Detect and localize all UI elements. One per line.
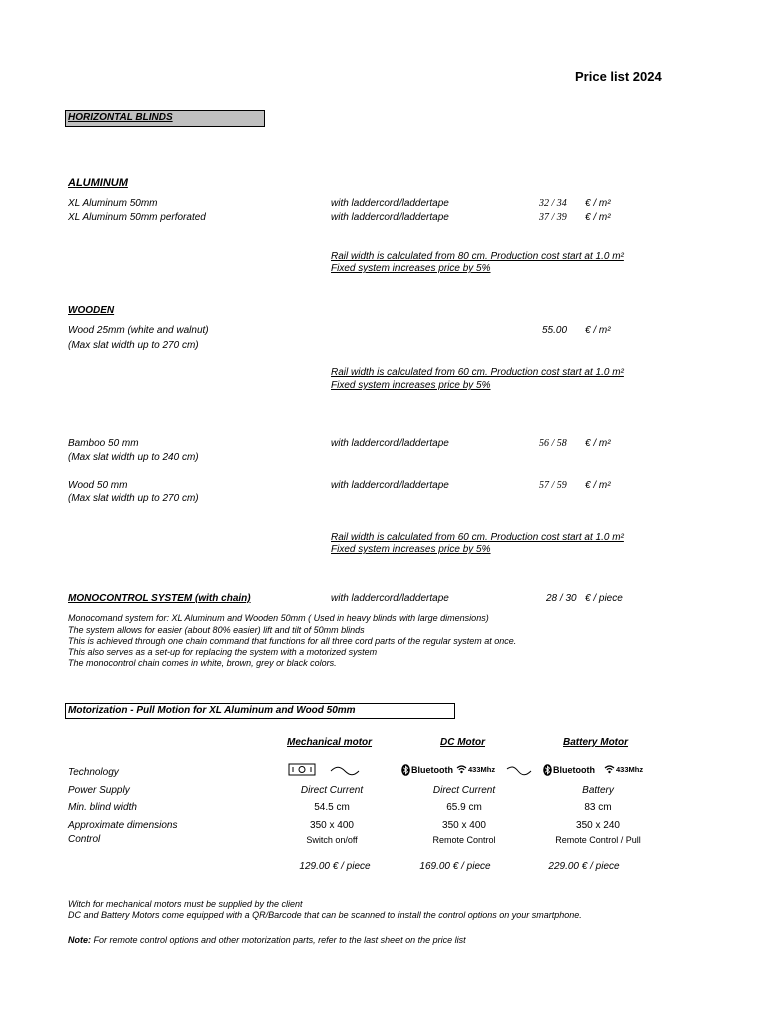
wooden-heading: WOODEN — [68, 305, 115, 316]
minwidth-mechanical: 54.5 cm — [314, 802, 350, 813]
battery-bluetooth-badge — [543, 764, 595, 776]
footer-line-1: Witch for mechanical motors must be supplied by the client — [68, 899, 303, 909]
page-title: Price list 2024 — [575, 69, 662, 84]
wood50-name: Wood 50 mm — [68, 480, 128, 491]
wifi-icon — [456, 764, 467, 774]
price-dc: 169.00 € / piece — [419, 861, 491, 872]
minwidth-battery: 83 cm — [584, 802, 612, 813]
section-header-horizontal-blinds: HORIZONTAL BLINDS — [65, 110, 265, 127]
power-battery: Battery — [582, 785, 614, 796]
price-battery: 229.00 € / piece — [548, 861, 620, 872]
aluminum-note-fixed: Fixed system increases price by 5% — [331, 263, 491, 274]
bluetooth-icon — [401, 764, 410, 776]
col-battery-motor: Battery Motor — [563, 737, 629, 748]
wooden-note-rail-2: Rail width is calculated from 60 cm. Production cost start at 1.0 m² — [331, 532, 624, 543]
monocontrol-line-5: The monocontrol chain comes in white, brown, grey or black colors. — [68, 658, 337, 668]
col-mechanical-motor: Mechanical motor — [287, 737, 373, 748]
monocontrol-price: 28 / 30 — [546, 593, 577, 604]
label-approx-dimensions: Approximate dimensions — [68, 820, 178, 831]
wood50-sub: (Max slat width up to 270 cm) — [68, 493, 199, 504]
battery-433-badge — [604, 764, 643, 774]
wifi-icon — [604, 764, 615, 774]
label-power-supply: Power Supply — [68, 785, 130, 796]
power-mechanical: Direct Current — [300, 785, 364, 796]
battery-bluetooth-label: Bluetooth — [553, 765, 595, 775]
footer-note — [68, 935, 466, 945]
monocontrol-unit: € / piece — [585, 593, 623, 604]
bamboo-name: Bamboo 50 mm — [68, 438, 139, 449]
monocontrol-heading: MONOCONTROL SYSTEM (with chain) — [68, 593, 251, 604]
minwidth-dc: 65.9 cm — [446, 802, 482, 813]
aluminum-row-1-name: XL Aluminum 50mm — [68, 198, 158, 209]
wood25-price: 55.00 — [542, 325, 568, 336]
power-dc: Direct Current — [432, 785, 496, 796]
bamboo-unit: € / m² — [585, 438, 611, 449]
aluminum-row-2-desc: with laddercord/laddertape — [331, 212, 449, 223]
monocontrol-line-1: Monocomand system for: XL Aluminum and Wooden 50mm ( Used in heavy blinds with large dimensions) — [68, 613, 489, 623]
wooden-note-fixed-2: Fixed system increases price by 5% — [331, 544, 491, 555]
wooden-note-fixed: Fixed system increases price by 5% — [331, 380, 491, 391]
bamboo-sub: (Max slat width up to 240 cm) — [68, 452, 199, 463]
aluminum-row-2-price: 37 / 39 — [539, 212, 567, 223]
dimensions-dc: 350 x 400 — [442, 820, 486, 831]
monocontrol-desc: with laddercord/laddertape — [331, 593, 449, 604]
footer-line-2: DC and Battery Motors come equipped with a QR/Barcode that can be scanned to install the control options on your smartphone. — [68, 910, 582, 920]
bluetooth-icon — [543, 764, 552, 776]
wood50-desc: with laddercord/laddertape — [331, 480, 449, 491]
footer-note-label: Note: — [68, 935, 91, 945]
control-mechanical: Switch on/off — [306, 835, 358, 845]
wood25-sub: (Max slat width up to 270 cm) — [68, 340, 199, 351]
control-battery: Remote Control / Pull — [555, 835, 641, 845]
bamboo-price: 56 / 58 — [539, 438, 567, 449]
wave-icon — [330, 764, 360, 782]
wood25-unit: € / m² — [585, 325, 611, 336]
price-mechanical: 129.00 € / piece — [299, 861, 371, 872]
dc-433-label: 433Mhz — [468, 764, 496, 774]
bamboo-desc: with laddercord/laddertape — [331, 438, 449, 449]
dimensions-mechanical: 350 x 400 — [310, 820, 354, 831]
aluminum-row-1-unit: € / m² — [585, 198, 611, 209]
dimensions-battery: 350 x 240 — [576, 820, 620, 831]
aluminum-row-1-price: 32 / 34 — [539, 198, 567, 209]
dc-bluetooth-badge — [401, 764, 453, 776]
aluminum-row-2-unit: € / m² — [585, 212, 611, 223]
battery-433-label: 433Mhz — [616, 764, 644, 774]
label-technology: Technology — [68, 767, 119, 778]
wood25-name: Wood 25mm (white and walnut) — [68, 325, 209, 336]
dc-bluetooth-label: Bluetooth — [411, 765, 453, 775]
wooden-note-rail: Rail width is calculated from 60 cm. Production cost start at 1.0 m² — [331, 367, 624, 378]
monocontrol-line-4: This also serves as a set-up for replacing the system with a motorized system — [68, 647, 378, 657]
wood50-price: 57 / 59 — [539, 480, 567, 491]
control-dc: Remote Control — [432, 835, 496, 845]
footer-note-text: For remote control options and other motorization parts, refer to the last sheet on the price list — [91, 935, 466, 945]
aluminum-note-rail: Rail width is calculated from 80 cm. Production cost start at 1.0 m² — [331, 251, 624, 262]
col-dc-motor: DC Motor — [440, 737, 485, 748]
label-min-blind-width: Min. blind width — [68, 802, 137, 813]
dc-433-badge — [456, 764, 495, 774]
aluminum-row-1-desc: with laddercord/laddertape — [331, 198, 449, 209]
monocontrol-line-2: The system allows for easier (about 80% easier) lift and tilt of 50mm blinds — [68, 625, 365, 635]
wood50-unit: € / m² — [585, 480, 611, 491]
aluminum-heading: ALUMINUM — [68, 177, 128, 189]
dc-wave-icon — [506, 764, 532, 782]
monocontrol-line-3: This is achieved through one chain command that functions for all three cord parts of the regular system at once. — [68, 636, 517, 646]
switch-icon — [288, 763, 316, 781]
label-control: Control — [68, 834, 101, 845]
aluminum-row-2-name: XL Aluminum 50mm perforated — [68, 212, 206, 223]
motorization-header: Motorization - Pull Motion for XL Aluminum and Wood 50mm — [65, 703, 455, 719]
